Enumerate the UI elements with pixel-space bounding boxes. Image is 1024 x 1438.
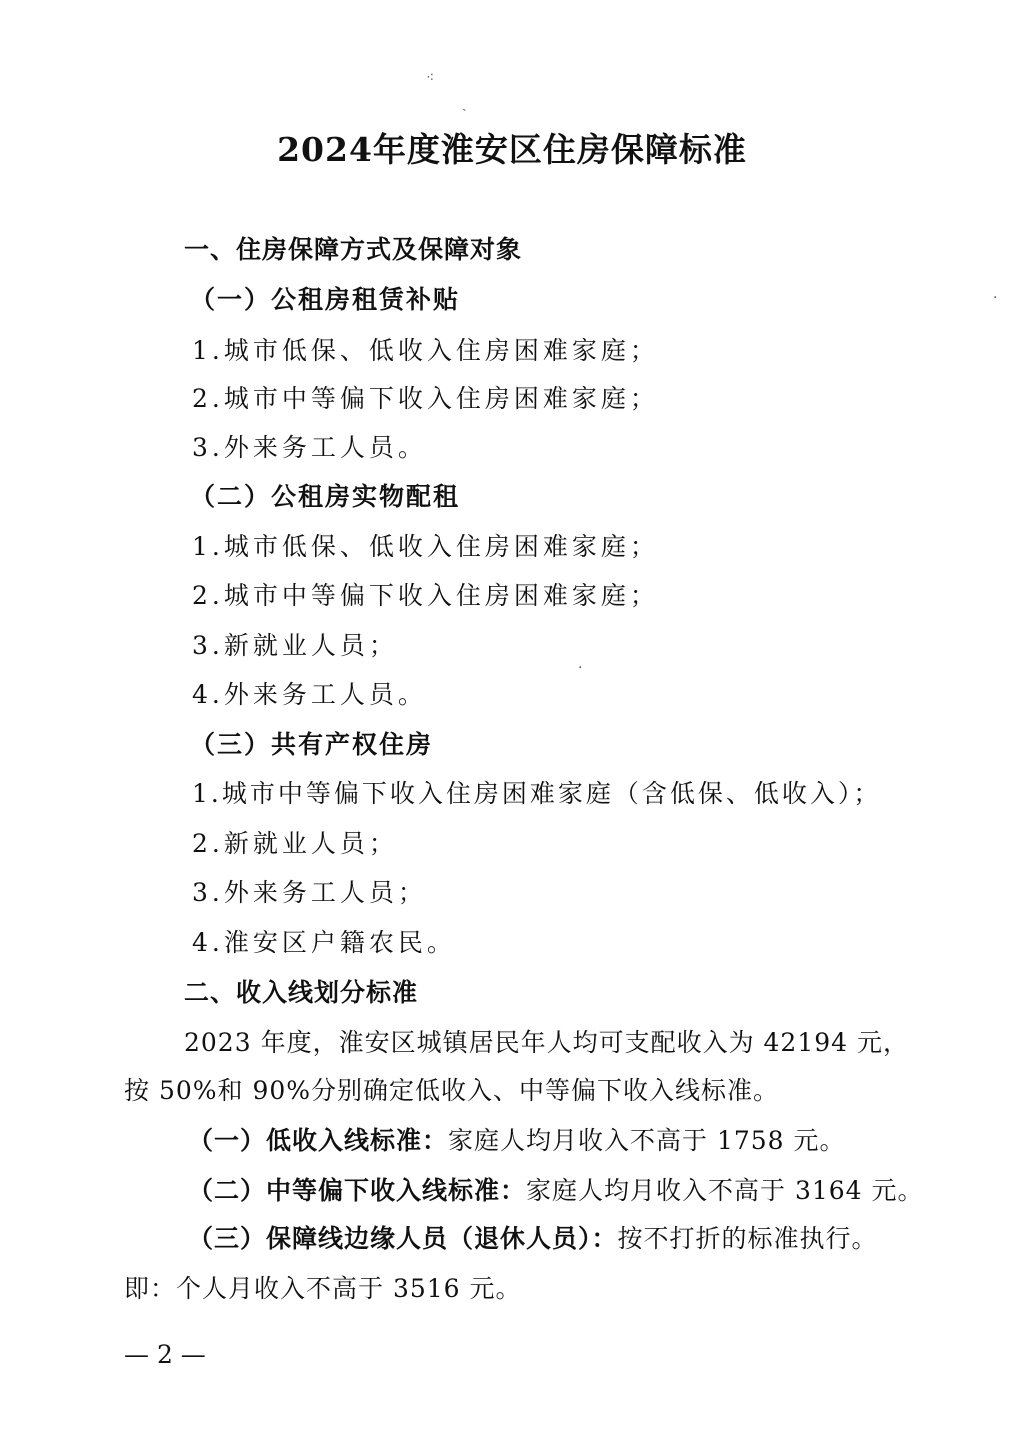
subsection-heading: （一）公租房租赁补贴 (190, 285, 461, 314)
paragraph-line: 按 50%和 90%分别确定低收入、中等偏下收入线标准。 (124, 1076, 780, 1105)
list-item: 4.淮安区户籍农民。 (192, 928, 456, 957)
page-number: — 2 — (124, 1340, 206, 1369)
list-item: 1.城市中等偏下收入住房困难家庭（含低保、低收入）； (192, 779, 882, 808)
standard-text: 家庭人均月收入不高于 1758 元。 (448, 1126, 846, 1155)
list-item: 1.城市低保、低收入住房困难家庭； (192, 532, 659, 561)
standard-label: （一）低收入线标准： (188, 1126, 449, 1155)
list-item: 1.城市低保、低收入住房困难家庭； (192, 336, 659, 365)
standard-line (188, 1174, 924, 1208)
list-item: 2.新就业人员； (192, 829, 398, 858)
list-item: 2.城市中等偏下收入住房困难家庭； (192, 384, 659, 413)
paragraph-line: 2023 年度，淮安区城镇居民年人均可支配收入为 42194 元， (184, 1028, 909, 1057)
scan-speck: · (578, 660, 583, 676)
subsection-heading: （三）共有产权住房 (190, 730, 434, 759)
section-heading: 一、住房保障方式及保障对象 (184, 235, 523, 264)
standard-label: （二）中等偏下收入线标准： (188, 1176, 527, 1205)
list-item: 3.新就业人员； (192, 631, 398, 660)
standard-text: 家庭人均月收入不高于 3164 元。 (526, 1176, 924, 1205)
list-item: 3.外来务工人员； (192, 878, 427, 907)
standard-line: 即：个人月收入不高于 3516 元。 (124, 1274, 522, 1303)
standard-label: （三）保障线边缘人员（退休人员）： (188, 1224, 618, 1253)
standard-text: 按不打折的标准执行。 (617, 1224, 878, 1253)
scan-speck: · (993, 290, 998, 306)
list-item: 3.外来务工人员。 (192, 433, 427, 462)
list-item: 2.城市中等偏下收入住房困难家庭； (192, 581, 659, 610)
scan-speck: ˎ (462, 96, 467, 112)
standard-line (188, 1222, 878, 1256)
scan-speck: ⁖ (426, 70, 435, 86)
list-item: 4.外来务工人员。 (192, 680, 427, 709)
section-heading: 二、收入线划分标准 (184, 978, 419, 1007)
standard-line (188, 1124, 846, 1158)
document-title: 2024年度淮安区住房保障标准 (277, 130, 747, 169)
subsection-heading: （二）公租房实物配租 (190, 482, 461, 511)
